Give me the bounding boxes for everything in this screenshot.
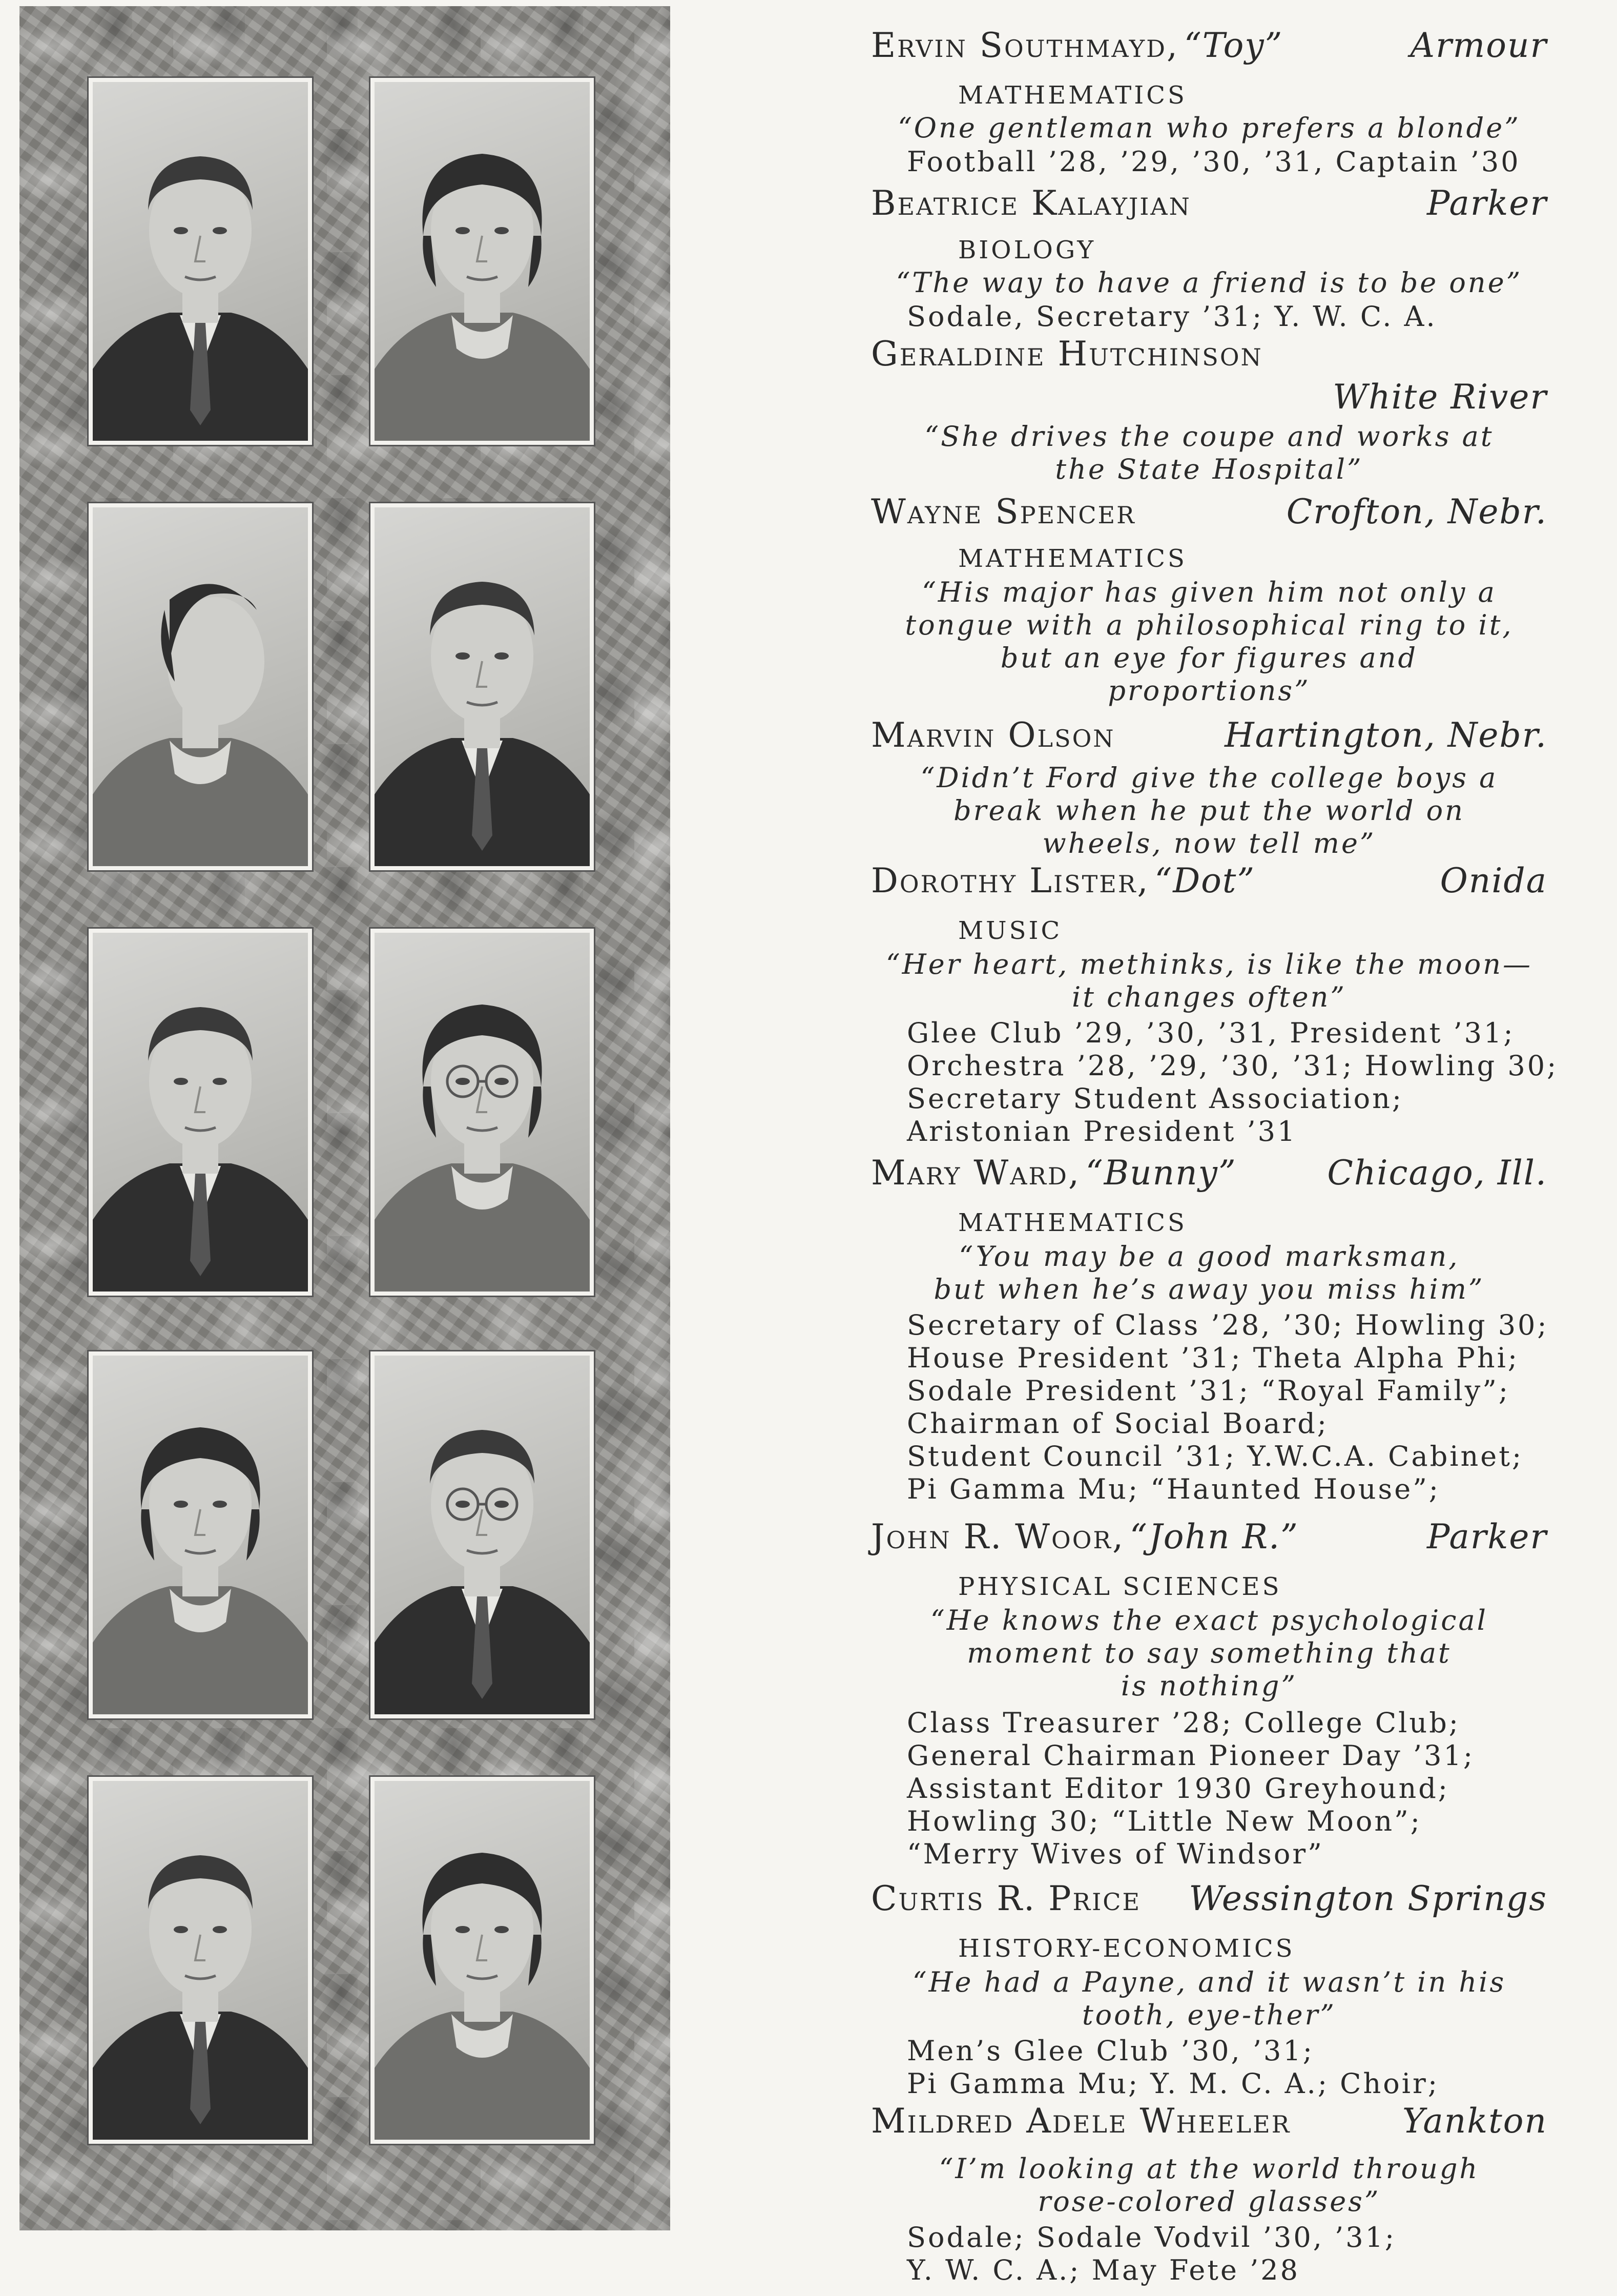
student-portrait-photo (89, 503, 312, 870)
student-major: MATHEMATICS (958, 544, 1187, 573)
student-activities: Sodale; Sodale Vodvil ’30, ’31; Y. W. C. A.; May Fete ’28 (907, 2221, 1397, 2286)
student-hometown: Parker (1427, 1517, 1547, 1556)
student-major: BIOLOGY (958, 236, 1096, 264)
student-name-line (871, 492, 1547, 531)
student-quote: “Her heart, methinks, is like the moon— it changes often” (886, 948, 1532, 1013)
student-portrait-photo (89, 78, 312, 445)
student-major: MATHEMATICS (958, 81, 1187, 110)
student-nickname: “John R.” (1130, 1517, 1299, 1556)
student-activities: Secretary of Class ’28, ’30; Howling 30; House President ’31; Theta Alpha Phi; Sodale President ’31; “Royal Family”; Chairman of Social Board; Student Council ’31; Y.W.C.A. Cabinet; Pi Gamma Mu; “Haunted House”; (907, 1309, 1549, 1505)
student-quote: “Didn’t Ford give the college boys a break when he put the world on wheels, now tell me” (920, 762, 1498, 859)
student-quote: “The way to have a friend is to be one” (896, 266, 1523, 299)
student-name: Dorothy Lister, (871, 861, 1150, 900)
student-activities: Glee Club ’29, ’30, ’31, President ’31; Orchestra ’28, ’29, ’30, ’31; Howling 30; Secretary Student Association; Aristonian President ’31 (907, 1017, 1559, 1147)
student-portrait-photo (370, 1351, 594, 1718)
student-name: Marvin Olson (871, 715, 1115, 755)
student-nickname: “Dot” (1154, 861, 1256, 900)
student-name: John R. Woor, (871, 1517, 1125, 1556)
student-name: Wayne Spencer (871, 492, 1136, 531)
student-name: Mary Ward, (871, 1153, 1081, 1193)
student-portrait-photo (370, 78, 594, 445)
student-quote: “She drives the coupe and works at the State Hospital” (924, 420, 1494, 485)
decorative-photo-strip (19, 6, 670, 2230)
student-name-line (871, 1153, 1547, 1193)
student-name-line (871, 183, 1547, 223)
student-major: PHYSICAL SCIENCES (958, 1572, 1282, 1601)
student-name-line (871, 1879, 1547, 1918)
student-hometown: White River (1333, 377, 1547, 417)
student-major: MUSIC (958, 916, 1063, 945)
student-name-line (871, 715, 1547, 755)
student-portrait-photo (89, 1351, 312, 1718)
student-name: Beatrice Kalayjian (871, 183, 1191, 223)
student-name: Curtis R. Price (871, 1879, 1142, 1918)
student-hometown: Chicago, Ill. (1327, 1153, 1547, 1193)
student-name-line (871, 2101, 1547, 2141)
student-nickname: “Bunny” (1085, 1153, 1237, 1193)
student-name-line (871, 26, 1547, 65)
student-quote: “I’m looking at the world through rose-colored glasses” (939, 2152, 1480, 2218)
student-major: MATHEMATICS (958, 1208, 1187, 1237)
student-name: Ervin Southmayd, (871, 26, 1179, 65)
student-quote: “His major has given him not only a tongue with a philosophical ring to it, but an eye for figures and proportions” (905, 576, 1514, 707)
student-name: Geraldine Hutchinson (871, 334, 1263, 374)
student-hometown: Onida (1440, 861, 1547, 900)
student-quote: “You may be a good marksman, but when he’s away you miss him” (934, 1240, 1485, 1305)
student-hometown: Wessington Springs (1189, 1879, 1547, 1918)
student-name-line (871, 861, 1547, 900)
student-activities: Class Treasurer ’28; College Club; General Chairman Pioneer Day ’31; Assistant Editor 1930 Greyhound; Howling 30; “Little New Moon”; “Merry Wives of Windsor” (907, 1707, 1475, 1870)
student-name-line (871, 334, 1547, 374)
student-activities: Football ’28, ’29, ’30, ’31, Captain ’30 (907, 146, 1521, 178)
student-hometown: Armour (1410, 26, 1547, 65)
student-activities: Sodale, Secretary ’31; Y. W. C. A. (907, 300, 1437, 333)
student-hometown: Yankton (1402, 2101, 1547, 2141)
student-name: Mildred Adele Wheeler (871, 2101, 1291, 2141)
student-hometown: Crofton, Nebr. (1286, 492, 1547, 531)
student-portrait-photo (370, 929, 594, 1296)
student-activities: Men’s Glee Club ’30, ’31; Pi Gamma Mu; Y. M. C. A.; Choir; (907, 2035, 1440, 2100)
student-portrait-photo (89, 929, 312, 1296)
student-portrait-photo (370, 503, 594, 870)
student-portrait-photo (89, 1777, 312, 2144)
student-name-line (871, 1517, 1547, 1556)
student-quote: “One gentleman who prefers a blonde” (898, 112, 1521, 144)
student-portrait-photo (370, 1777, 594, 2144)
student-quote: “He had a Payne, and it wasn’t in his tooth, eye-ther” (912, 1966, 1506, 2031)
student-quote: “He knows the exact psychological moment to say something that is nothing” (930, 1604, 1488, 1702)
student-hometown: Hartington, Nebr. (1225, 715, 1547, 755)
student-hometown: Parker (1427, 183, 1547, 223)
student-nickname: “Toy” (1184, 26, 1283, 65)
student-major: HISTORY-ECONOMICS (958, 1934, 1295, 1963)
